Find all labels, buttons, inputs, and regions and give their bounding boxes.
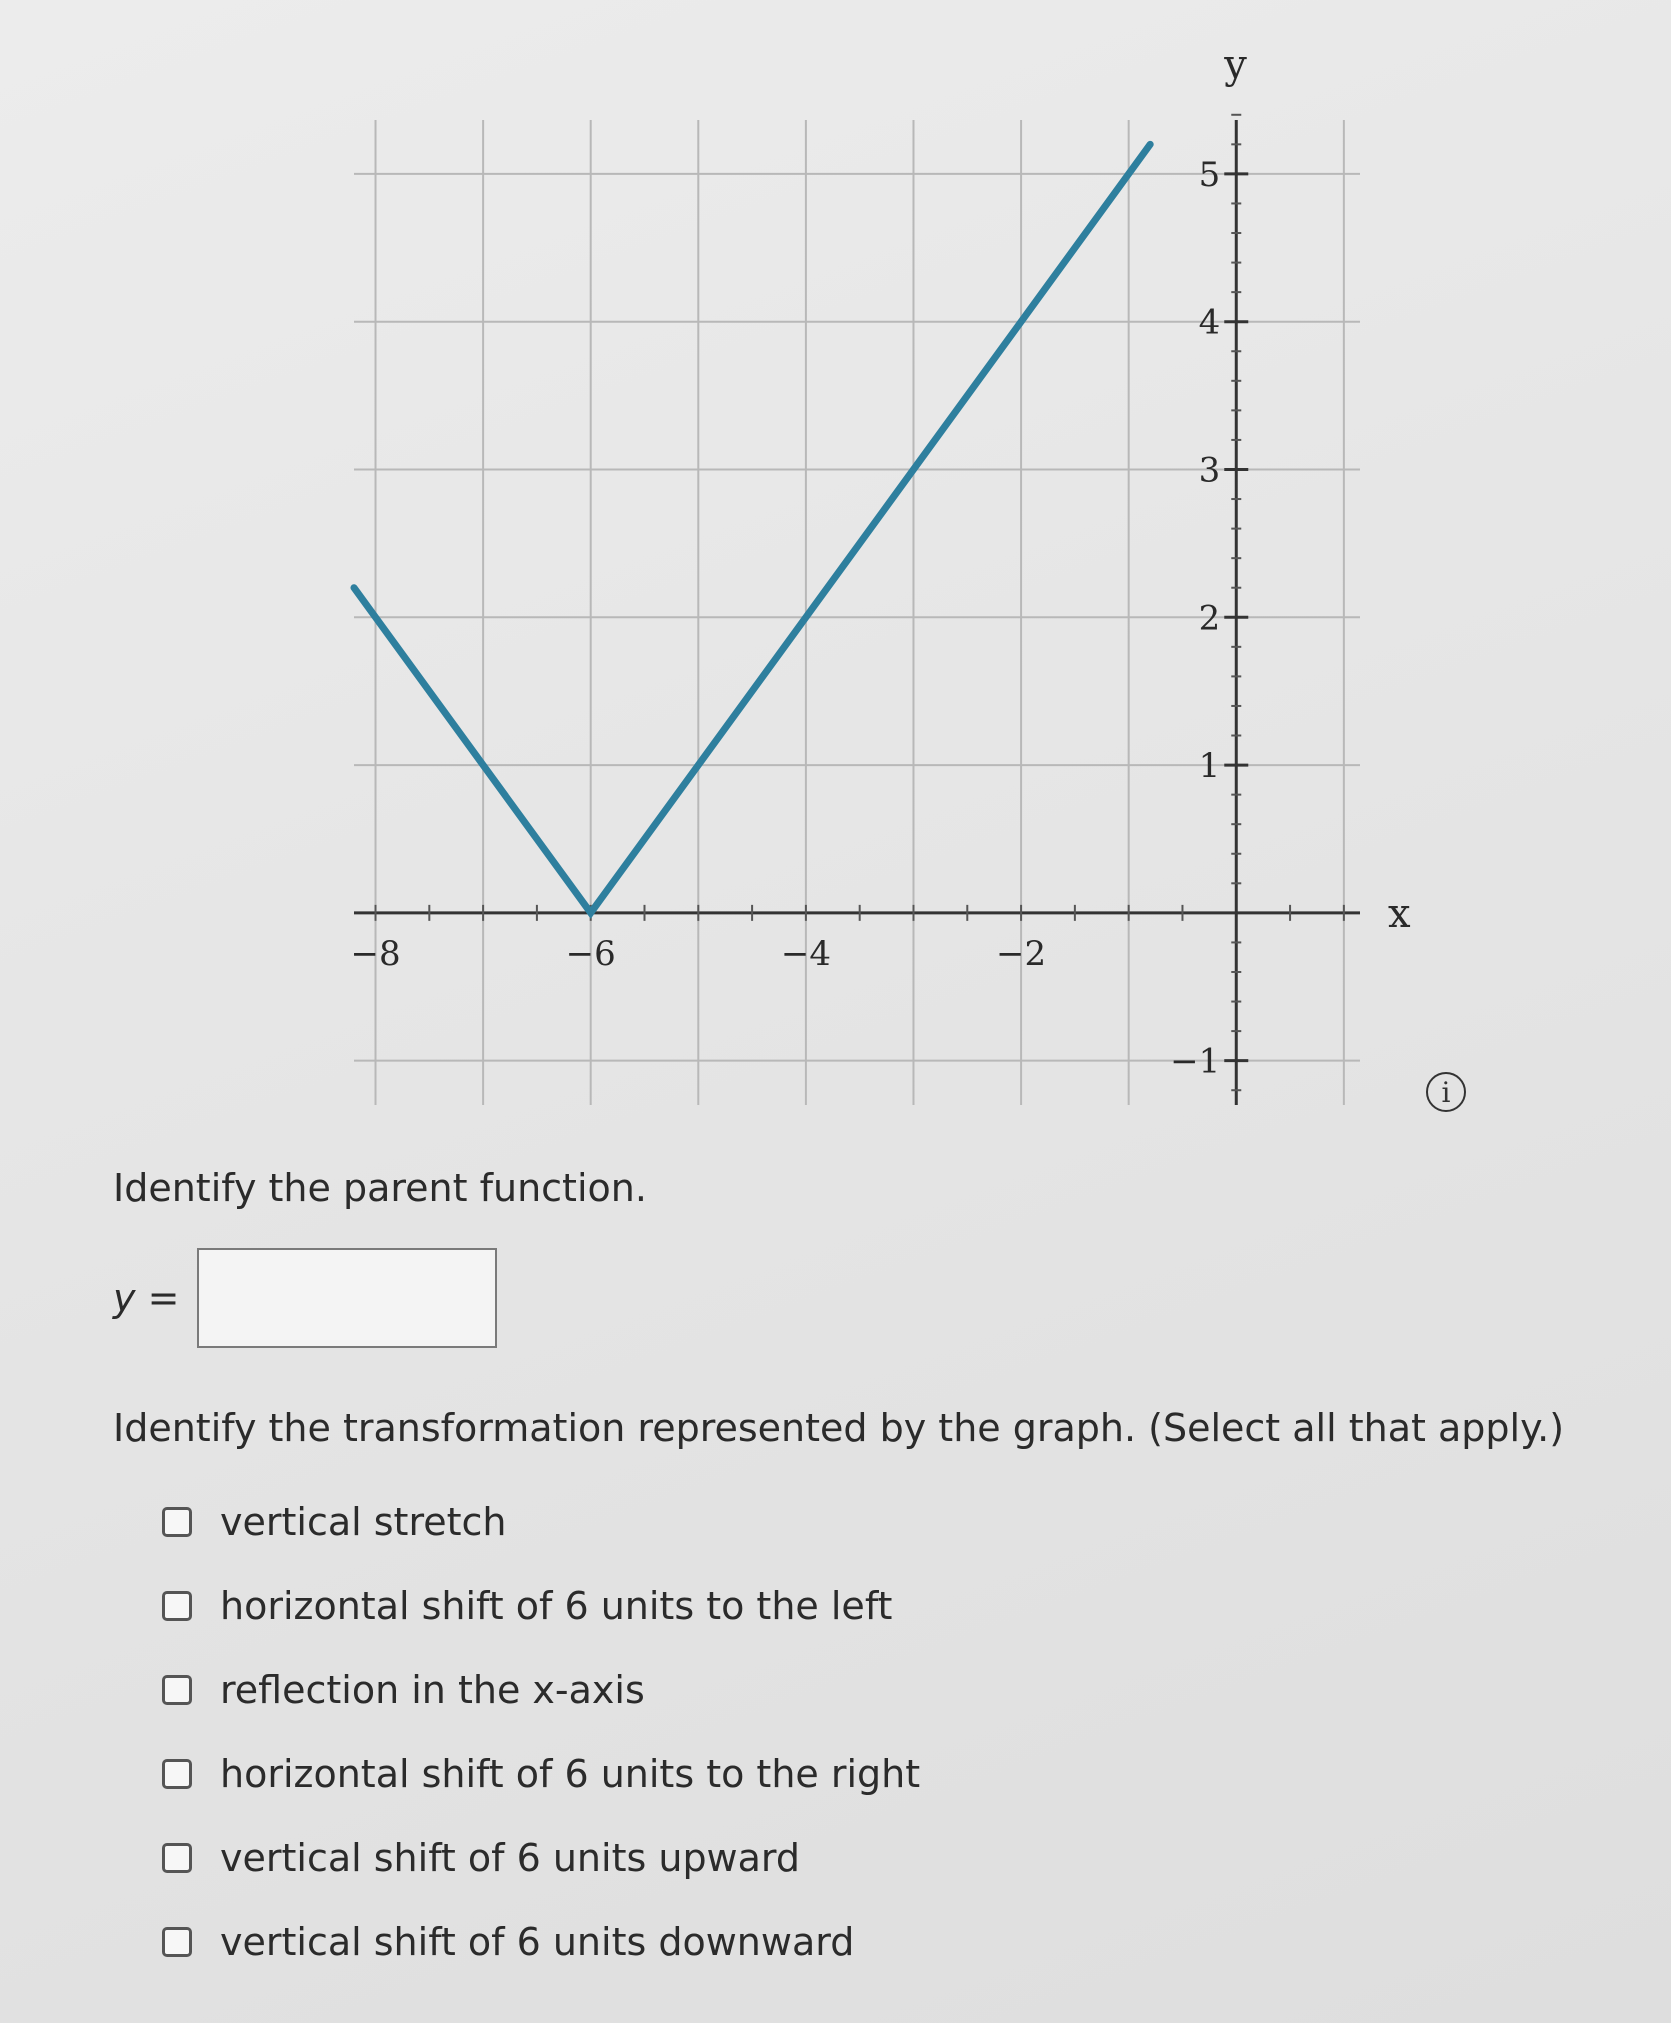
option-vertical-shift-up[interactable]	[162, 1816, 920, 1900]
x-tick-label: −2	[996, 933, 1047, 974]
x-tick-label: −6	[565, 933, 616, 974]
y-axis-label: y	[1224, 42, 1247, 88]
graph-canvas	[330, 30, 1490, 1130]
function-graph	[330, 30, 1490, 1130]
answer-label: y =	[113, 1276, 180, 1320]
y-tick-label: 5	[1198, 154, 1221, 195]
parent-function-input[interactable]	[197, 1248, 497, 1348]
checkbox[interactable]	[162, 1759, 192, 1789]
parent-function-prompt: Identify the parent function.	[113, 1166, 647, 1210]
x-tick-label: −4	[780, 933, 831, 974]
checkbox[interactable]	[162, 1507, 192, 1537]
checkbox[interactable]	[162, 1675, 192, 1705]
y-tick-label: 1	[1198, 746, 1221, 787]
info-icon-glyph: i	[1441, 1075, 1451, 1109]
option-label: vertical shift of 6 units upward	[220, 1836, 801, 1880]
checkbox[interactable]	[162, 1927, 192, 1957]
option-reflection-x-axis[interactable]	[162, 1648, 920, 1732]
option-horizontal-shift-right[interactable]	[162, 1732, 920, 1816]
option-label: vertical shift of 6 units downward	[220, 1920, 855, 1964]
option-vertical-shift-down[interactable]	[162, 1900, 920, 1984]
option-label: vertical stretch	[220, 1500, 507, 1544]
option-horizontal-shift-left[interactable]	[162, 1564, 920, 1648]
y-tick-label: −1	[1170, 1041, 1221, 1082]
option-label: horizontal shift of 6 units to the right	[220, 1752, 921, 1796]
y-tick-label: 4	[1198, 302, 1221, 343]
y-tick-label: 2	[1198, 598, 1221, 639]
checkbox[interactable]	[162, 1843, 192, 1873]
x-axis-label: x	[1388, 890, 1411, 937]
y-tick-label: 3	[1198, 450, 1221, 491]
parent-function-answer-row	[113, 1248, 497, 1348]
x-tick-label: −8	[350, 933, 401, 974]
option-label: reflection in the x-axis	[220, 1668, 645, 1712]
transformation-options	[162, 1480, 920, 1984]
series-line	[354, 144, 1150, 913]
option-label: horizontal shift of 6 units to the left	[220, 1584, 893, 1628]
transformation-prompt: Identify the transformation represented by the graph. (Select all that apply.)	[113, 1406, 1565, 1450]
info-icon[interactable]	[1426, 1072, 1466, 1112]
checkbox[interactable]	[162, 1591, 192, 1621]
option-vertical-stretch[interactable]	[162, 1480, 920, 1564]
